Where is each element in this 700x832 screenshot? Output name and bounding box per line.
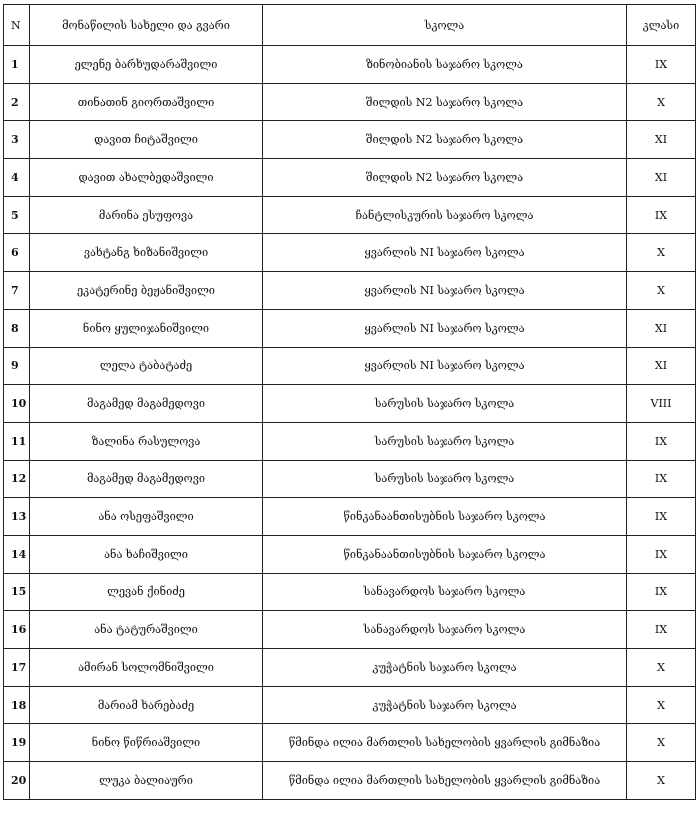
row-number: 3 — [4, 121, 30, 159]
row-number: 1 — [4, 46, 30, 84]
row-number: 12 — [4, 460, 30, 498]
table-row — [4, 611, 696, 649]
table-row — [4, 762, 696, 800]
row-school: კუჭატნის საჯარო სკოლა — [263, 649, 627, 687]
row-number: 5 — [4, 196, 30, 234]
row-grade: VIII — [627, 385, 696, 423]
row-name: ეკატერინე ბეჟანიშვილი — [30, 272, 263, 310]
table-row — [4, 159, 696, 197]
header-school: სკოლა — [263, 5, 627, 46]
header-grade: კლასი — [627, 5, 696, 46]
row-number: 14 — [4, 535, 30, 573]
row-school: სარუსის საჯარო სკოლა — [263, 385, 627, 423]
row-number: 20 — [4, 762, 30, 800]
row-name: მაგამედ მაგამედოვი — [30, 385, 263, 423]
row-grade: X — [627, 83, 696, 121]
row-grade: IX — [627, 498, 696, 536]
row-grade: IX — [627, 422, 696, 460]
row-grade: X — [627, 724, 696, 762]
row-number: 7 — [4, 272, 30, 310]
row-school: სარუსის საჯარო სკოლა — [263, 460, 627, 498]
table-row — [4, 422, 696, 460]
row-number: 18 — [4, 686, 30, 724]
row-grade: X — [627, 686, 696, 724]
row-school: ზინობიანის საჯარო სკოლა — [263, 46, 627, 84]
header-name: მონაწილის სახელი და გვარი — [30, 5, 263, 46]
row-school: ჩანტლისკურის საჯარო სკოლა — [263, 196, 627, 234]
row-number: 4 — [4, 159, 30, 197]
row-name: თინათინ გიორთაშვილი — [30, 83, 263, 121]
row-grade: IX — [627, 46, 696, 84]
row-number: 8 — [4, 309, 30, 347]
row-school: ყვარლის NI საჯარო სკოლა — [263, 272, 627, 310]
row-name: ლელა ტაბატაძე — [30, 347, 263, 385]
row-grade: XI — [627, 121, 696, 159]
row-grade: X — [627, 649, 696, 687]
row-name: ლუკა ბალიაური — [30, 762, 263, 800]
row-school: სანავარდოს საჯარო სკოლა — [263, 611, 627, 649]
table-row — [4, 724, 696, 762]
row-school: შილდის N2 საჯარო სკოლა — [263, 159, 627, 197]
row-name: დავით ახალბედაშვილი — [30, 159, 263, 197]
table-row — [4, 309, 696, 347]
table-row — [4, 234, 696, 272]
row-grade: XI — [627, 309, 696, 347]
row-name: მარინა ესუფოვა — [30, 196, 263, 234]
row-number: 13 — [4, 498, 30, 536]
row-name: ამირან სოლომნიშვილი — [30, 649, 263, 687]
row-school: ყვარლის NI საჯარო სკოლა — [263, 347, 627, 385]
row-name: ნინო ყულიჯანიშვილი — [30, 309, 263, 347]
row-school: კუჭატნის საჯარო სკოლა — [263, 686, 627, 724]
row-name: მარიამ ხარებაძე — [30, 686, 263, 724]
row-number: 19 — [4, 724, 30, 762]
row-school: შილდის N2 საჯარო სკოლა — [263, 83, 627, 121]
table-row — [4, 46, 696, 84]
table-row — [4, 196, 696, 234]
row-name: ზალინა რასულოვა — [30, 422, 263, 460]
row-number: 2 — [4, 83, 30, 121]
row-grade: IX — [627, 196, 696, 234]
row-grade: IX — [627, 573, 696, 611]
row-grade: X — [627, 762, 696, 800]
table-row — [4, 83, 696, 121]
table-row — [4, 385, 696, 423]
row-name: ანა ტატურაშვილი — [30, 611, 263, 649]
row-name: ვახტანგ ხიზანიშვილი — [30, 234, 263, 272]
table-row — [4, 686, 696, 724]
row-grade: IX — [627, 611, 696, 649]
row-school: ყვარლის NI საჯარო სკოლა — [263, 234, 627, 272]
row-school: წინკანაანთისუბნის საჯარო სკოლა — [263, 498, 627, 536]
row-name: ნინო წიწრიაშვილი — [30, 724, 263, 762]
header-number: N — [4, 5, 30, 46]
row-name: ანა ხაჩიშვილი — [30, 535, 263, 573]
row-name: მაგამედ მაგამედოვი — [30, 460, 263, 498]
row-name: ელენე ბარხუდარაშვილი — [30, 46, 263, 84]
table-body — [4, 46, 696, 800]
row-school: შილდის N2 საჯარო სკოლა — [263, 121, 627, 159]
row-grade: XI — [627, 347, 696, 385]
table-row — [4, 460, 696, 498]
row-grade: X — [627, 234, 696, 272]
row-grade: X — [627, 272, 696, 310]
row-number: 16 — [4, 611, 30, 649]
header-row — [4, 5, 696, 46]
row-name: ანა ოსეფაშვილი — [30, 498, 263, 536]
table-row — [4, 347, 696, 385]
row-school: ყვარლის NI საჯარო სკოლა — [263, 309, 627, 347]
row-school: სანავარდოს საჯარო სკოლა — [263, 573, 627, 611]
row-number: 6 — [4, 234, 30, 272]
row-number: 15 — [4, 573, 30, 611]
participants-table — [3, 4, 696, 800]
row-grade: XI — [627, 159, 696, 197]
row-number: 9 — [4, 347, 30, 385]
row-grade: IX — [627, 535, 696, 573]
row-school: სარუსის საჯარო სკოლა — [263, 422, 627, 460]
row-school: წმინდა ილია მართლის სახელობის ყვარლის გიმნაზია — [263, 762, 627, 800]
row-number: 10 — [4, 385, 30, 423]
table-row — [4, 649, 696, 687]
row-name: დავით ჩიტაშვილი — [30, 121, 263, 159]
row-number: 17 — [4, 649, 30, 687]
row-school: წმინდა ილია მართლის სახელობის ყვარლის გიმნაზია — [263, 724, 627, 762]
table-row — [4, 535, 696, 573]
table-row — [4, 272, 696, 310]
table-row — [4, 498, 696, 536]
row-number: 11 — [4, 422, 30, 460]
table-row — [4, 121, 696, 159]
table-row — [4, 573, 696, 611]
row-school: წინკანაანთისუბნის საჯარო სკოლა — [263, 535, 627, 573]
row-name: ლევან ქინიძე — [30, 573, 263, 611]
row-grade: IX — [627, 460, 696, 498]
